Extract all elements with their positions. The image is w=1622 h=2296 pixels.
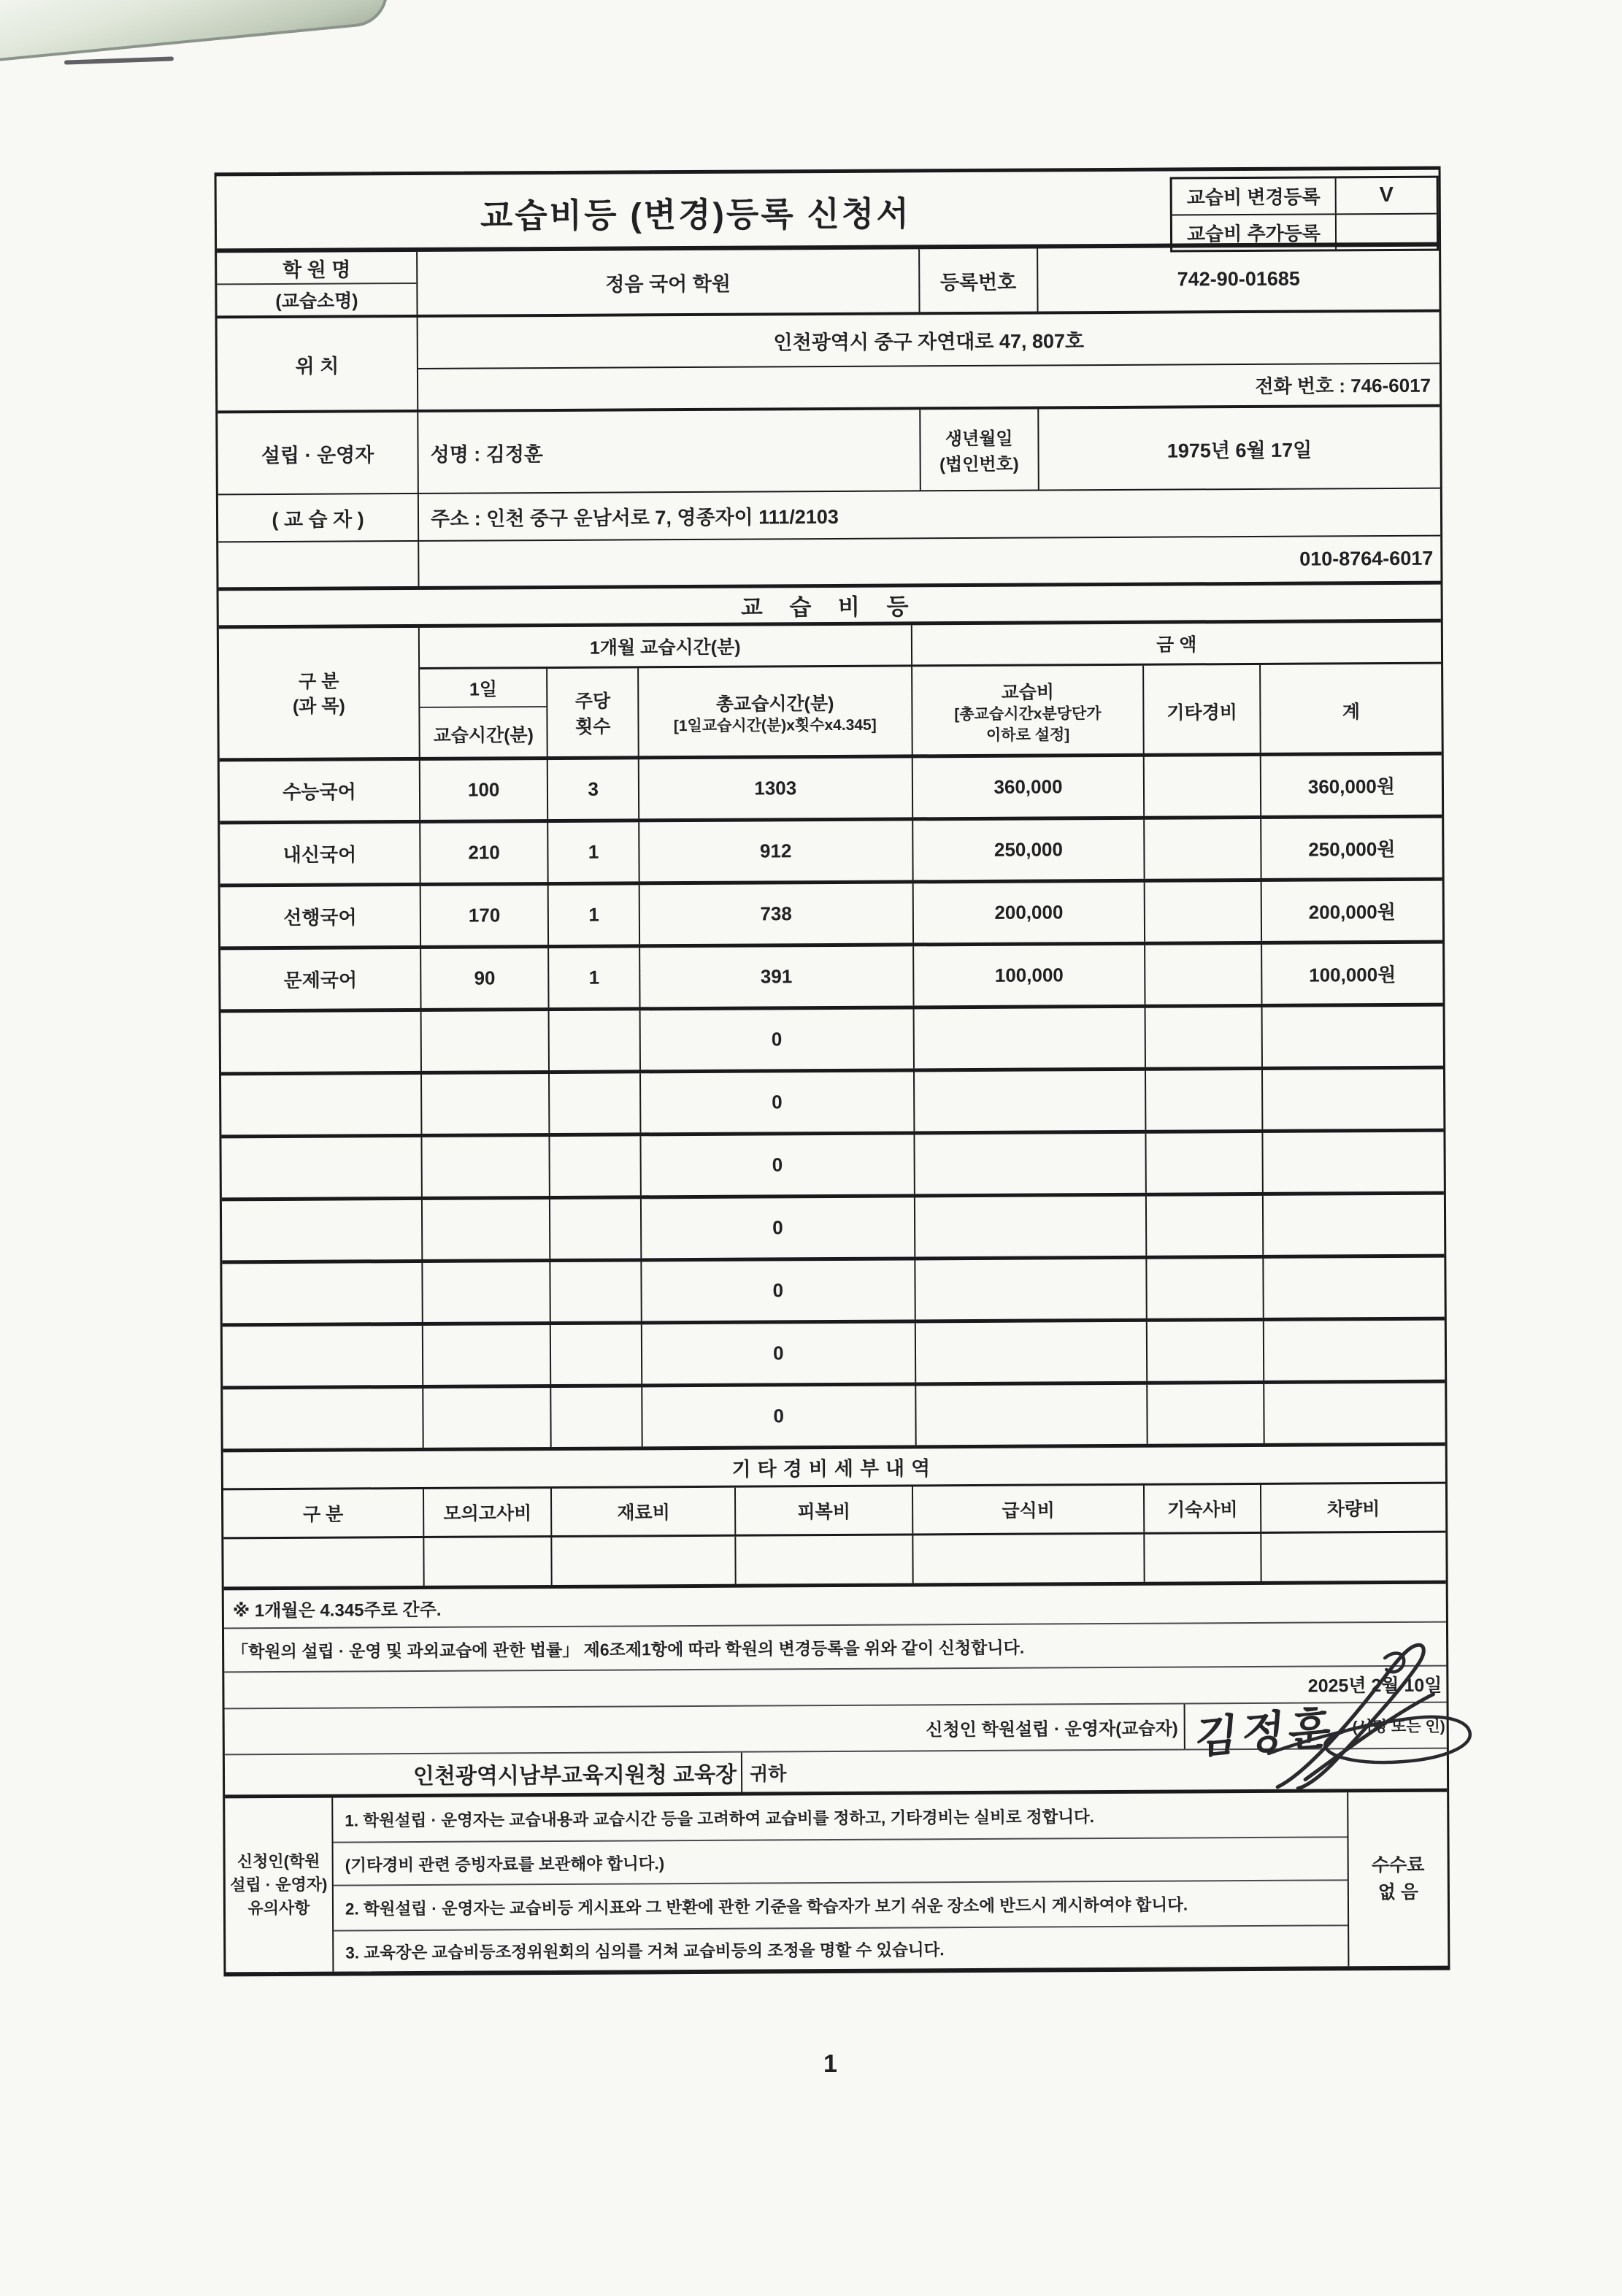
fee-cell-total: 0 <box>642 1260 915 1321</box>
fee-cell-fee: 100,000 <box>914 945 1146 1006</box>
fee-cell-weekly: 1 <box>549 822 640 882</box>
fee-cell-subject: 내신국어 <box>220 823 420 883</box>
fee-cell-total: 738 <box>640 883 914 944</box>
birthdate-label-top: 생년월일 <box>945 429 1013 450</box>
fee-cell-weekly <box>552 1387 643 1447</box>
founder-name: 성명 : 김정훈 <box>430 442 544 466</box>
fee-cell-etc <box>1146 1070 1263 1130</box>
etc-empty-cell <box>424 1537 553 1586</box>
col-fee-header <box>912 666 1145 759</box>
fee-cell-sum <box>1263 1132 1444 1192</box>
etc-col-materials: 재료비 <box>552 1488 736 1535</box>
fee-cell-subject <box>221 1012 422 1072</box>
fee-cell-daily <box>422 1011 550 1071</box>
col-total-header-top: 총교습시간(분) <box>715 694 834 715</box>
group-header-amount: 금 액 <box>912 623 1441 667</box>
fee-cell-daily <box>423 1262 551 1322</box>
fee-cell-fee: 200,000 <box>913 883 1145 943</box>
fee-table-row <box>221 1070 1443 1139</box>
fee-cell-subject <box>223 1389 423 1448</box>
fee-stamp-box <box>1347 1792 1448 1967</box>
academy-name-row <box>217 247 1439 319</box>
fee-cell-subject <box>222 1263 423 1323</box>
fee-cell-daily: 210 <box>420 823 549 883</box>
fee-cell-etc <box>1148 1384 1265 1444</box>
etc-empty-cell <box>223 1538 424 1586</box>
fee-cell-daily <box>423 1199 551 1259</box>
mobile-number: 010-8764-6017 <box>1299 547 1434 570</box>
page-number: 1 <box>823 2050 837 2078</box>
mobile-row <box>218 537 1440 591</box>
etc-col-clothing: 피복비 <box>736 1486 912 1534</box>
col-subject-header <box>219 628 420 761</box>
col-etc-expense-header: 기타경비 <box>1145 665 1261 757</box>
scanner-edge-artifact <box>0 0 391 69</box>
etc-col-meals: 급식비 <box>913 1486 1145 1534</box>
col-subject-header-top: 구 분 <box>298 671 339 693</box>
reg-type-add-label: 교습비 추가등록 <box>1172 215 1337 250</box>
location-row <box>218 312 1440 414</box>
etc-col-mock-exam: 모의고사비 <box>424 1489 553 1536</box>
fee-cell-etc <box>1148 1321 1264 1381</box>
fee-cell-fee <box>915 1322 1148 1383</box>
fee-table-row <box>221 1007 1443 1076</box>
fee-cell-sum <box>1264 1195 1445 1255</box>
fee-cell-daily: 90 <box>421 948 550 1008</box>
fee-cell-fee <box>915 1134 1147 1194</box>
col-total-header-formula: [1일교습시간(분)x횟수x4.345] <box>673 717 877 735</box>
registration-type-box <box>1170 176 1440 253</box>
fee-cell-fee <box>916 1385 1148 1445</box>
academy-name-label-top: 학 원 명 <box>217 252 416 285</box>
academy-name-label <box>217 252 418 315</box>
birthdate-value: 1975년 6월 17일 <box>1166 439 1312 462</box>
location-value-area <box>418 312 1440 410</box>
fee-table-row <box>220 756 1442 825</box>
col-fee-header-note1: [총교습시간x분당단가 <box>954 705 1102 723</box>
notice-side-label <box>225 1798 334 1973</box>
fee-cell-subject <box>223 1326 423 1386</box>
fee-section-title: 교 습 비 등 <box>219 585 1441 629</box>
fee-cell-fee: 360,000 <box>912 757 1145 818</box>
reg-type-add-row <box>1172 214 1437 250</box>
notice-table <box>225 1789 1448 1973</box>
fee-cell-sum: 250,000원 <box>1308 837 1396 861</box>
etc-empty-cell <box>913 1535 1145 1583</box>
academy-address: 인천광역시 중구 자연대로 47, 807호 <box>773 330 1085 354</box>
fee-cell-daily: 100 <box>420 760 549 820</box>
reg-type-change-checkbox: V <box>1379 183 1394 207</box>
etc-empty-cell <box>737 1535 913 1583</box>
fee-cell-weekly: 1 <box>549 885 640 945</box>
founder-label: 설립 · 운영자 <box>218 412 419 494</box>
fee-table-body <box>220 756 1445 1453</box>
tutor-address: 주소 : 인천 중구 운남서로 7, 영종자이 111/2103 <box>430 505 839 530</box>
birthdate-label <box>919 410 1039 491</box>
tutor-row <box>218 489 1440 543</box>
fee-stamp-line2: 없 음 <box>1377 1881 1419 1903</box>
fee-cell-etc <box>1145 819 1262 879</box>
application-date: 2025년 2월 10일 <box>224 1667 1446 1710</box>
notice-items <box>333 1792 1348 1971</box>
registration-number-label: 등록번호 <box>918 249 1039 312</box>
fee-cell-subject <box>221 1137 422 1197</box>
recipient-suffix: 귀하 <box>749 1762 787 1785</box>
col-weekly-header-bottom: 횟수 <box>574 716 611 737</box>
fee-cell-etc <box>1145 882 1262 942</box>
fee-table-row <box>220 881 1442 951</box>
fee-cell-etc <box>1147 1196 1264 1256</box>
etc-expense-header-row <box>223 1484 1445 1540</box>
founder-row <box>218 407 1440 496</box>
group-header-monthly-time: 1개월 교습시간(분) <box>420 625 912 669</box>
notice-item-1: 1. 학원설립 · 운영자는 교습내용과 교습시간 등을 고려하여 교습비를 정하고, 기타경비는 실비로 정합니다. <box>333 1792 1347 1843</box>
fee-stamp-line1: 수수료 <box>1371 1854 1425 1875</box>
fee-cell-sum: 200,000원 <box>1308 900 1396 924</box>
fee-table-row <box>223 1321 1445 1390</box>
fee-cell-fee <box>915 1259 1148 1320</box>
col-fee-header-top: 교습비 <box>1001 682 1055 703</box>
fee-cell-total: 391 <box>640 946 914 1007</box>
col-total-time-header <box>639 667 912 759</box>
fee-cell-weekly <box>550 1136 642 1196</box>
mobile-row-label <box>218 542 419 587</box>
fee-cell-weekly: 3 <box>548 759 639 819</box>
birthdate-label-bottom: (법인번호) <box>939 454 1019 475</box>
fee-cell-weekly <box>551 1324 642 1384</box>
fee-cell-total: 0 <box>641 1072 915 1132</box>
fee-cell-daily <box>423 1388 552 1448</box>
fee-cell-subject <box>221 1075 422 1134</box>
col-daily-header-top: 1일 <box>420 669 547 708</box>
fee-cell-sum: 360,000원 <box>1307 775 1396 798</box>
fee-cell-sum <box>1264 1383 1445 1443</box>
registration-number-value: 742-90-01685 <box>1177 267 1300 291</box>
fee-cell-total: 0 <box>642 1197 915 1258</box>
col-daily-time-header <box>420 669 548 761</box>
fee-cell-fee: 250,000 <box>913 820 1145 880</box>
signature-box <box>1184 1702 1447 1763</box>
notice-side-line2: 설립 · 운영자) <box>230 1875 328 1894</box>
fee-cell-subject: 문제국어 <box>220 949 421 1009</box>
fee-table-header <box>219 623 1442 762</box>
fee-cell-daily <box>422 1074 550 1134</box>
fee-table-row <box>220 818 1442 888</box>
notice-item-2: 2. 학원설립 · 운영자는 교습비등 게시표와 그 반환에 관한 기준을 학습자가 보기 쉬운 장소에 반드시 게시하여야 합니다. <box>334 1881 1348 1931</box>
notice-side-line1: 신청인(학원 <box>237 1851 320 1871</box>
fee-cell-sum <box>1264 1258 1445 1318</box>
fee-table-row <box>223 1383 1445 1453</box>
col-fee-header-note2: 이하로 설정] <box>985 726 1070 744</box>
title-row <box>217 170 1440 253</box>
etc-expense-section-title: 기타경비세부내역 <box>223 1446 1445 1491</box>
scanner-artifact-line <box>64 56 174 64</box>
col-subject-header-bottom: (과 목) <box>292 696 345 717</box>
academy-name-label-bottom: (교습소명) <box>275 291 358 312</box>
notice-item-1b: (기타경비 관련 증빙자료를 보관해야 합니다.) <box>334 1838 1348 1886</box>
fee-cell-etc <box>1148 1259 1264 1318</box>
fee-cell-weekly <box>551 1262 642 1321</box>
fee-cell-total: 0 <box>641 1134 915 1195</box>
col-weekly-header-top: 주당 <box>574 691 611 712</box>
tuition-change-application-form <box>215 166 1450 1977</box>
handwritten-signature-name: 김정훈 <box>1193 1702 1337 1763</box>
reg-type-change-label: 교습비 변경등록 <box>1172 178 1337 214</box>
seal-label: (서명 또는 인) <box>1352 1718 1445 1735</box>
fee-cell-subject: 수능국어 <box>220 761 420 821</box>
fee-cell-weekly: 1 <box>549 948 640 1007</box>
etc-col-category: 구 분 <box>223 1489 424 1537</box>
reg-type-change-row <box>1172 178 1437 215</box>
signature-row <box>225 1702 1447 1763</box>
etc-empty-cell <box>1145 1534 1262 1582</box>
fee-table-row <box>221 1132 1443 1202</box>
fee-cell-etc <box>1146 945 1263 1005</box>
recipient-office: 인천광역시남부교육지원청 교육장 <box>225 1753 742 1795</box>
academy-name-value: 정음 국어 학원 <box>605 272 731 296</box>
fee-cell-fee <box>915 1071 1147 1132</box>
location-label: 위 치 <box>218 318 419 410</box>
fee-cell-sum <box>1262 1007 1443 1067</box>
fee-cell-subject: 선행국어 <box>220 886 421 946</box>
applicant-label: 신청인 학원설립 · 운영자(교습자) <box>926 1719 1178 1740</box>
notice-item-3: 3. 교육장은 교습비등조정위원회의 심의를 거쳐 교습비등의 조정을 명할 수 있습니다. <box>345 1940 945 1962</box>
col-weekly-count-header <box>547 668 639 760</box>
fee-cell-etc <box>1146 1007 1263 1067</box>
tutor-label: ( 교 습 자 ) <box>218 494 419 541</box>
fee-cell-total: 0 <box>642 1323 916 1383</box>
fee-table-row <box>220 944 1442 1013</box>
academy-phone: 전화 번호 : 746-6017 <box>418 363 1440 410</box>
fee-cell-sum <box>1264 1321 1445 1381</box>
fee-cell-total: 0 <box>640 1009 914 1070</box>
col-sum-header: 계 <box>1342 701 1361 722</box>
fee-cell-daily <box>423 1325 552 1385</box>
fee-cell-sum: 100,000원 <box>1309 963 1396 986</box>
notice-side-line3: 유의사항 <box>247 1898 310 1918</box>
fee-cell-etc <box>1145 756 1261 816</box>
fee-cell-subject <box>222 1200 423 1260</box>
etc-empty-cell <box>1261 1533 1445 1581</box>
etc-expense-empty-row <box>223 1533 1445 1591</box>
fee-cell-weekly <box>550 1010 641 1070</box>
fee-cell-total: 0 <box>642 1386 916 1446</box>
col-daily-header-bottom: 교습시간(분) <box>433 725 534 746</box>
form-title: 교습비등 (변경)등록 신청서 <box>480 193 911 235</box>
fee-cell-fee <box>915 1197 1148 1257</box>
fee-cell-total: 912 <box>639 821 913 881</box>
fee-table-row <box>222 1258 1444 1327</box>
fee-cell-daily: 170 <box>421 886 550 945</box>
etc-col-dormitory: 기숙사비 <box>1145 1485 1261 1532</box>
etc-empty-cell <box>553 1537 737 1585</box>
fee-cell-weekly <box>550 1199 642 1259</box>
reg-type-add-checkbox <box>1337 214 1437 249</box>
etc-col-transport: 차량비 <box>1326 1499 1380 1520</box>
fee-cell-total: 1303 <box>639 758 913 818</box>
weeks-footnote: ※ 1개월은 4.345주로 간주. <box>224 1584 1446 1629</box>
fee-cell-sum <box>1263 1070 1444 1129</box>
fee-cell-daily <box>422 1137 550 1197</box>
fee-cell-fee <box>914 1008 1146 1069</box>
fee-cell-etc <box>1147 1133 1264 1193</box>
fee-table-row <box>222 1195 1444 1264</box>
legal-declaration: 「학원의 설립 · 운영 및 과외교습에 관한 법률」 제6조제1항에 따라 학원의 변경등록을 위와 같이 신청합니다. <box>224 1623 1446 1673</box>
fee-cell-weekly <box>550 1073 641 1133</box>
